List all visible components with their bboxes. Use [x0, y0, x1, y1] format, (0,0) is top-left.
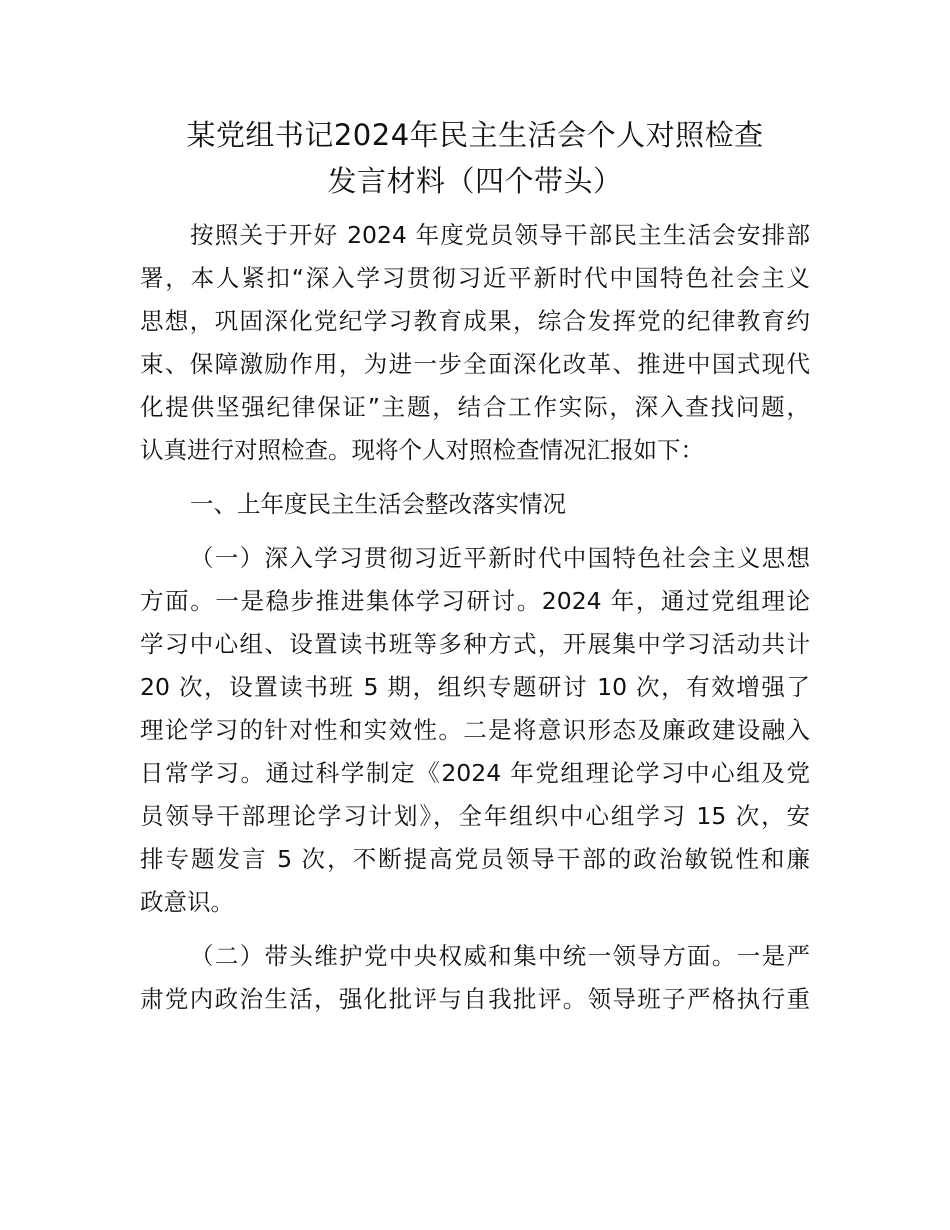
- document-title-line-1: 某党组书记2024年民主生活会个人对照检查: [186, 118, 764, 152]
- section-heading: 一、上年度民主生活会整改落实情况: [190, 490, 566, 518]
- intro-paragraph-line: 认真进行对照检查。现将个人对照检查情况汇报如下：: [140, 436, 704, 464]
- subsection-1-line: 方面。一是稳步推进集体学习研讨。2024 年，通过党组理论: [140, 587, 810, 615]
- subsection-1-line: 20 次，设置读书班 5 期，组织专题研讨 10 次，有效增强了: [140, 673, 810, 701]
- subsection-1-line: 理论学习的针对性和实效性。二是将意识形态及廉政建设融入: [140, 716, 810, 744]
- subsection-1-line: 日常学习。通过科学制定《2024 年党组理论学习中心组及党: [140, 759, 810, 787]
- intro-paragraph-line: 署，本人紧扣“深入学习贯彻习近平新时代中国特色社会主义: [140, 264, 810, 292]
- subsection-2-line: （二）带头维护党中央权威和集中统一领导方面。一是严: [190, 942, 810, 970]
- intro-paragraph-line: 思想，巩固深化党纪学习教育成果，综合发挥党的纪律教育约: [140, 307, 810, 335]
- subsection-1-line: 员领导干部理论学习计划》，全年组织中心组学习 15 次，安: [140, 802, 810, 830]
- subsection-1-line: 排专题发言 5 次，不断提高党员领导干部的政治敏锐性和廉: [140, 845, 810, 873]
- subsection-1-line: （一）深入学习贯彻习近平新时代中国特色社会主义思想: [190, 544, 810, 572]
- intro-paragraph-line: 按照关于开好 2024 年度党员领导干部民主生活会安排部: [190, 221, 810, 249]
- subsection-1-line: 学习中心组、设置读书班等多种方式，开展集中学习活动共计: [140, 630, 810, 658]
- intro-paragraph-line: 化提供坚强纪律保证”主题，结合工作实际，深入查找问题，: [140, 393, 810, 421]
- subsection-2-line: 肃党内政治生活，强化批评与自我批评。领导班子严格执行重: [140, 985, 810, 1013]
- document-title-line-2: 发言材料（四个带头）: [327, 164, 623, 198]
- subsection-1-line: 政意识。: [140, 888, 234, 916]
- intro-paragraph-line: 束、保障激励作用，为进一步全面深化改革、推进中国式现代: [140, 350, 810, 378]
